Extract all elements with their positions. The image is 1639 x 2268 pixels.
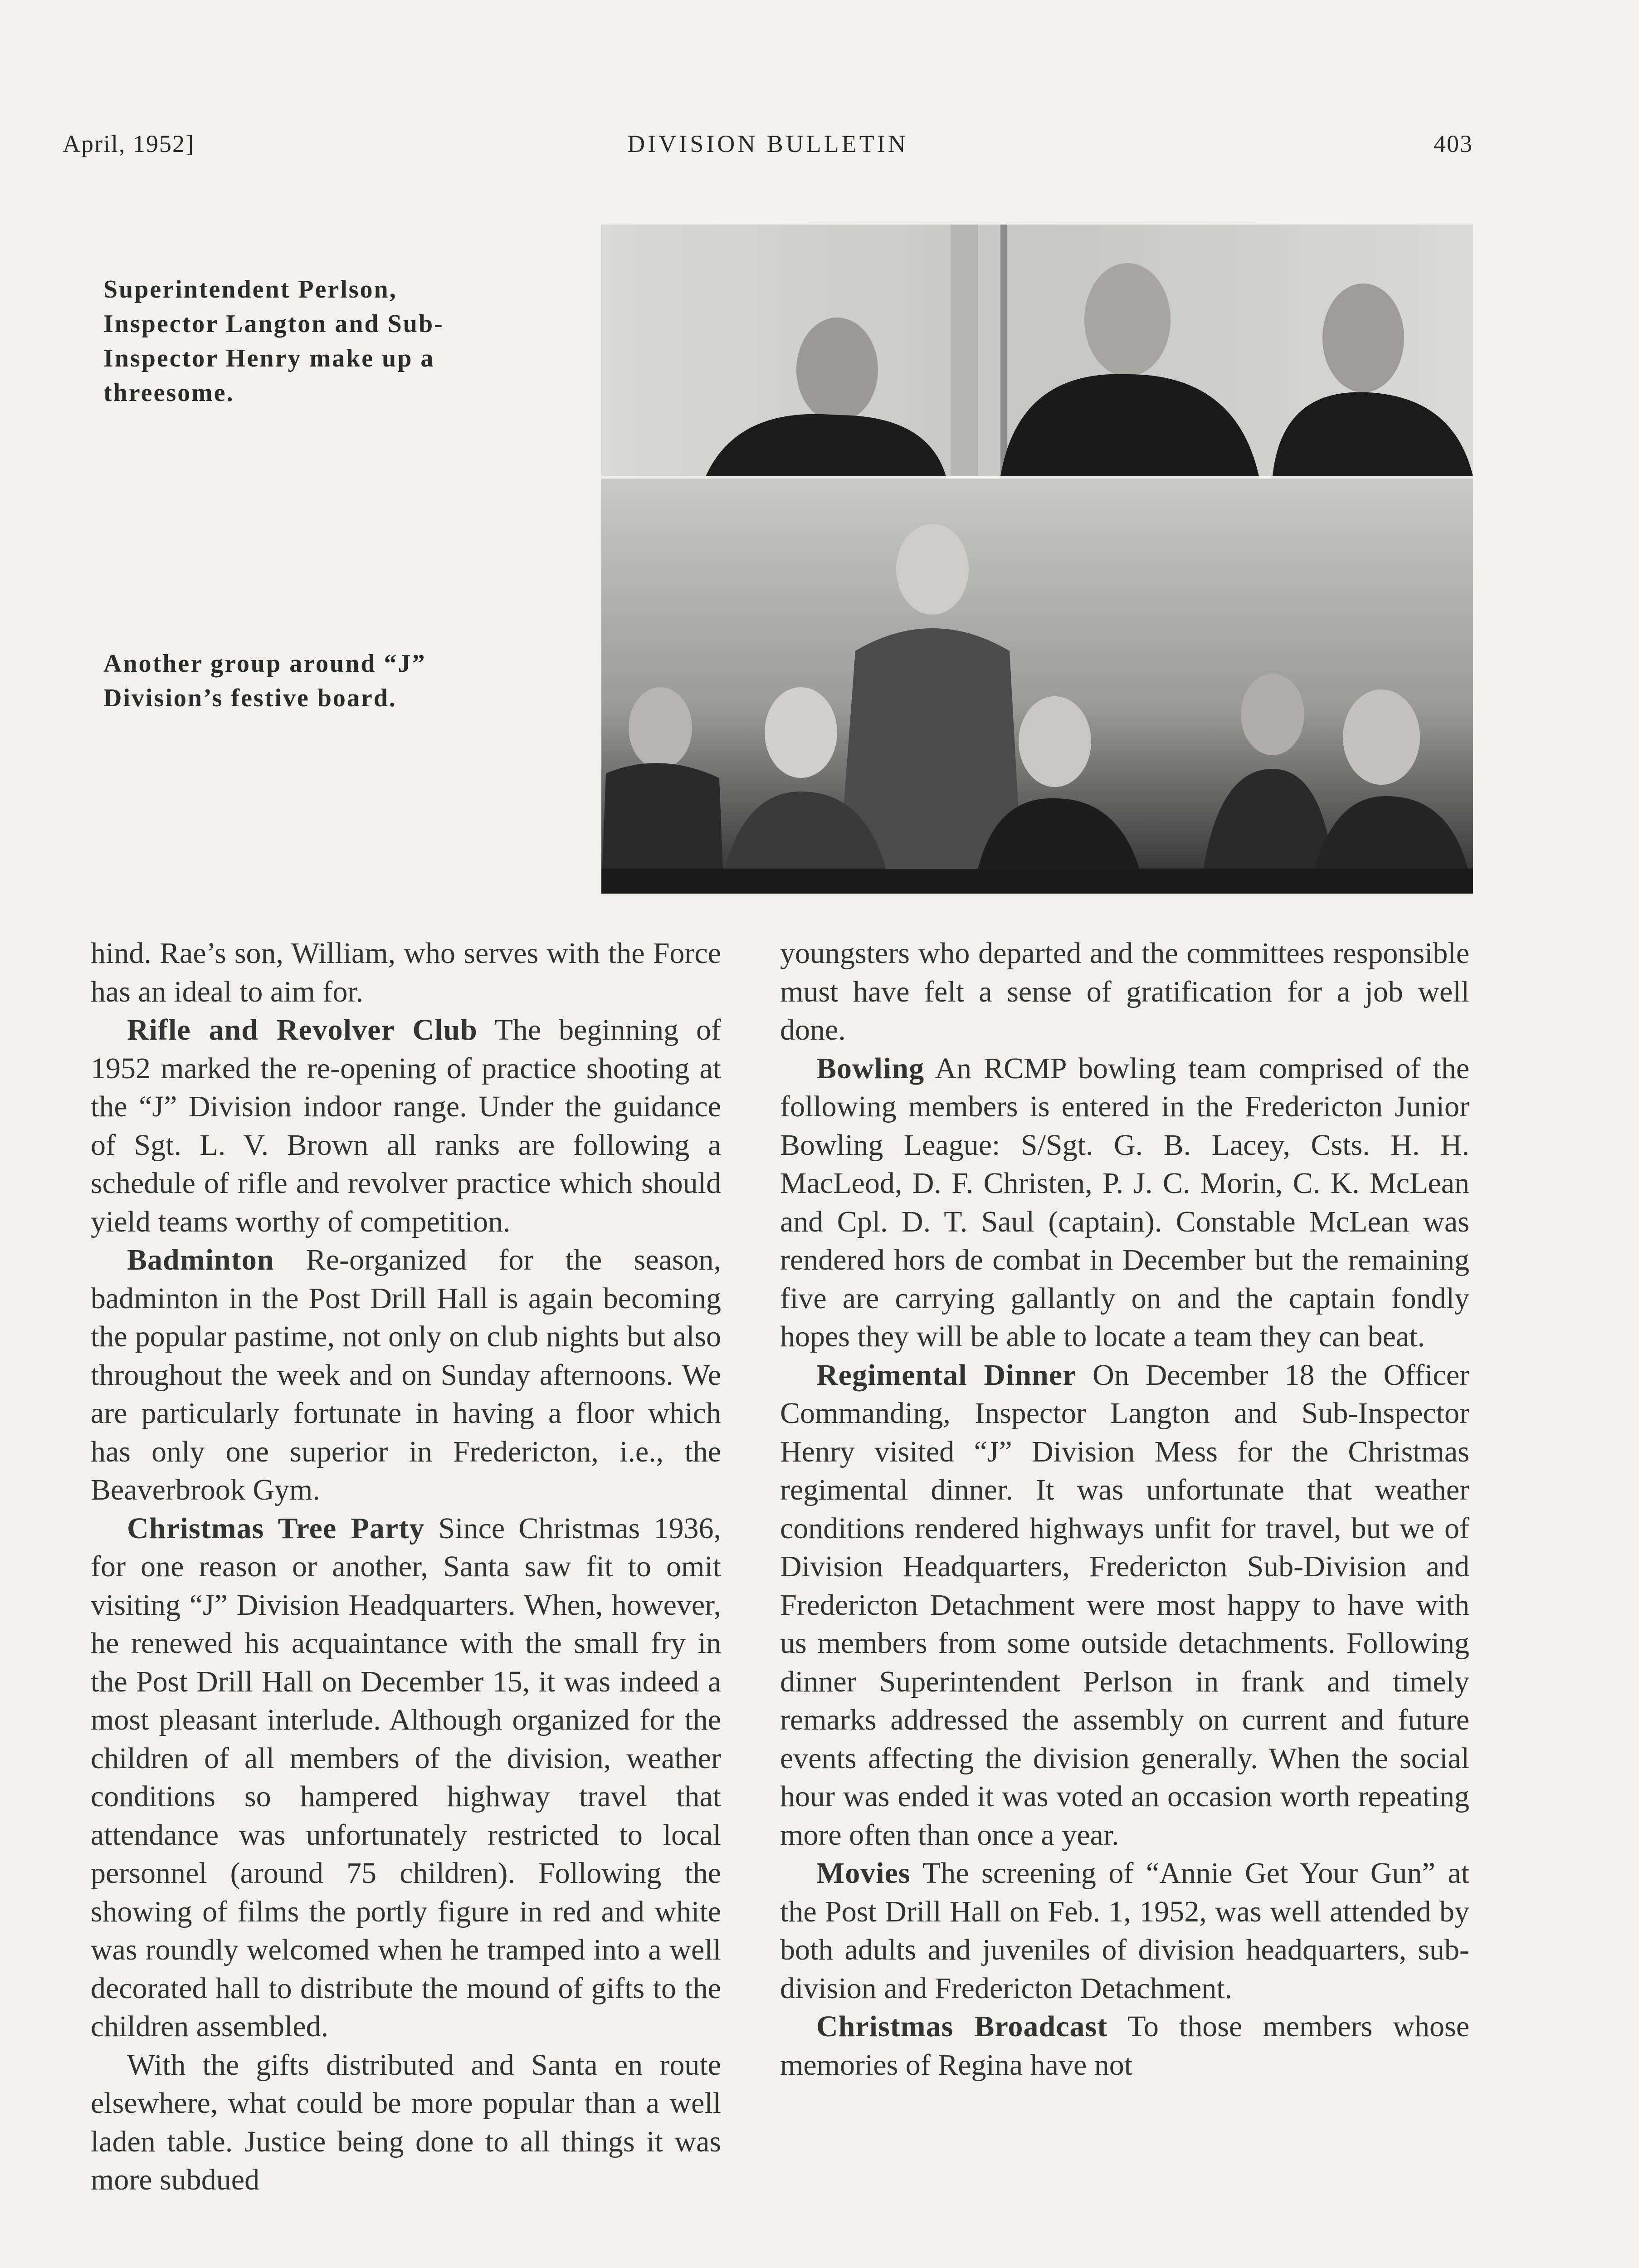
running-header — [63, 130, 1473, 166]
photo-2-caption: Another group around “J” Division’s festive board. — [103, 650, 426, 712]
christmas-broadcast-heading: Christmas Broadcast — [816, 2010, 1108, 2043]
continued-paragraph-right: youngsters who departed and the committees responsible must have felt a sense of gratification for a job well done. — [780, 937, 1469, 1046]
christmas-tree-paragraph — [91, 1510, 721, 2046]
publication-title: DIVISION BULLETIN — [627, 130, 908, 157]
christmas-broadcast-text: To those members whose memories of Regina have not — [780, 2010, 1469, 2082]
badminton-heading: Badminton — [127, 1243, 274, 1276]
rifle-club-text: The beginning of 1952 marked the re-opening of practice shooting at the “J” Division indoor range. Under the guidance of Sgt. L. V. Brown all ranks are following a schedule of rifle and revolver practice which should yield teams worthy of competition. — [91, 1013, 721, 1238]
photo-festive-board-group — [601, 479, 1473, 894]
movies-heading: Movies — [816, 1857, 911, 1890]
regimental-dinner-heading: Regimental Dinner — [816, 1358, 1077, 1392]
page-number: 403 — [1434, 130, 1473, 157]
badminton-text: Re-organized for the season, badminton in the Post Drill Hall is again becoming the popular pastime, not only on club nights but also throughout the week and on Sunday afternoons. We are particularly fortunate in having a floor which has only one superior in Fredericton, i.e., the Beaverbrook Gym. — [91, 1243, 721, 1506]
photo-officers-threesome — [601, 225, 1473, 476]
continued-paragraph: hind. Rae’s son, William, who serves with the Force has an ideal to aim for. — [91, 937, 721, 1008]
christmas-broadcast-paragraph — [780, 2008, 1469, 2084]
badminton-paragraph — [91, 1241, 721, 1510]
bowling-text: An RCMP bowling team comprised of the following members is entered in the Fredericton Junior Bowling League: S/Sgt. G. B. Lacey, Csts. H. H. MacLeod, D. F. Christen, P. J. C. Morin, C. K. McLean and Cpl. D. T. Saul (captain). Constable McLean was rendered hors de combat in December but the remaining five are carrying gallantly on and the captain fondly hopes they will be able to locate a team they can beat. — [780, 1051, 1469, 1353]
gifts-paragraph: With the gifts distributed and Santa en route elsewhere, what could be more popular than a well laden table. Justice being done to all things it was more subdued — [91, 2048, 721, 2196]
left-column — [91, 934, 721, 2200]
bowling-heading: Bowling — [816, 1051, 925, 1085]
movies-paragraph — [780, 1854, 1469, 2008]
photo-1-caption: Superintendent Perlson, Inspector Langton and Sub-Inspector Henry make up a threesome. — [103, 275, 444, 407]
bowling-paragraph — [780, 1050, 1469, 1356]
regimental-dinner-paragraph — [780, 1356, 1469, 1855]
rifle-club-paragraph — [91, 1011, 721, 1241]
rifle-club-heading: Rifle and Revolver Club — [127, 1013, 478, 1046]
regimental-dinner-text: On December 18 the Officer Commanding, Inspector Langton and Sub-Inspector Henry visited “J” Division Mess for the Christmas regimental dinner. It was unfortunate that weather conditions rendered highways unfit for travel, but we of Division Headquarters, Fredericton Sub-Division and Fredericton Detachment were most happy to have with us members from some outside detachments. Following dinner Superintendent Perlson in frank and timely remarks addressed the assembly on current and future events affecting the division generally. When the social hour was ended it was voted an occasion worth repeating more often than once a year. — [780, 1358, 1469, 1852]
right-column — [780, 934, 1469, 2084]
christmas-tree-heading: Christmas Tree Party — [127, 1511, 425, 1545]
issue-date: April, 1952] — [63, 130, 195, 157]
movies-text: The screening of “Annie Get Your Gun” at the Post Drill Hall on Feb. 1, 1952, was well attended by both adults and juveniles of division headquarters, sub-division and Fredericton Detachment. — [780, 1857, 1469, 2005]
christmas-tree-text: Since Christmas 1936, for one reason or another, Santa saw fit to omit visiting “J” Division Headquarters. When, however, he renewed his acquaintance with the small fry in the Post Drill Hall on December 15, it was indeed a most pleasant interlude. Although organized for the children of all members of the division, weather conditions so hampered highway travel that attendance was unfortunately restricted to local personnel (around 75 children). Following the showing of films the portly figure in red and white was roundly welcomed when he tramped into a well decorated hall to distribute the mound of gifts to the children assembled. — [91, 1511, 721, 2043]
